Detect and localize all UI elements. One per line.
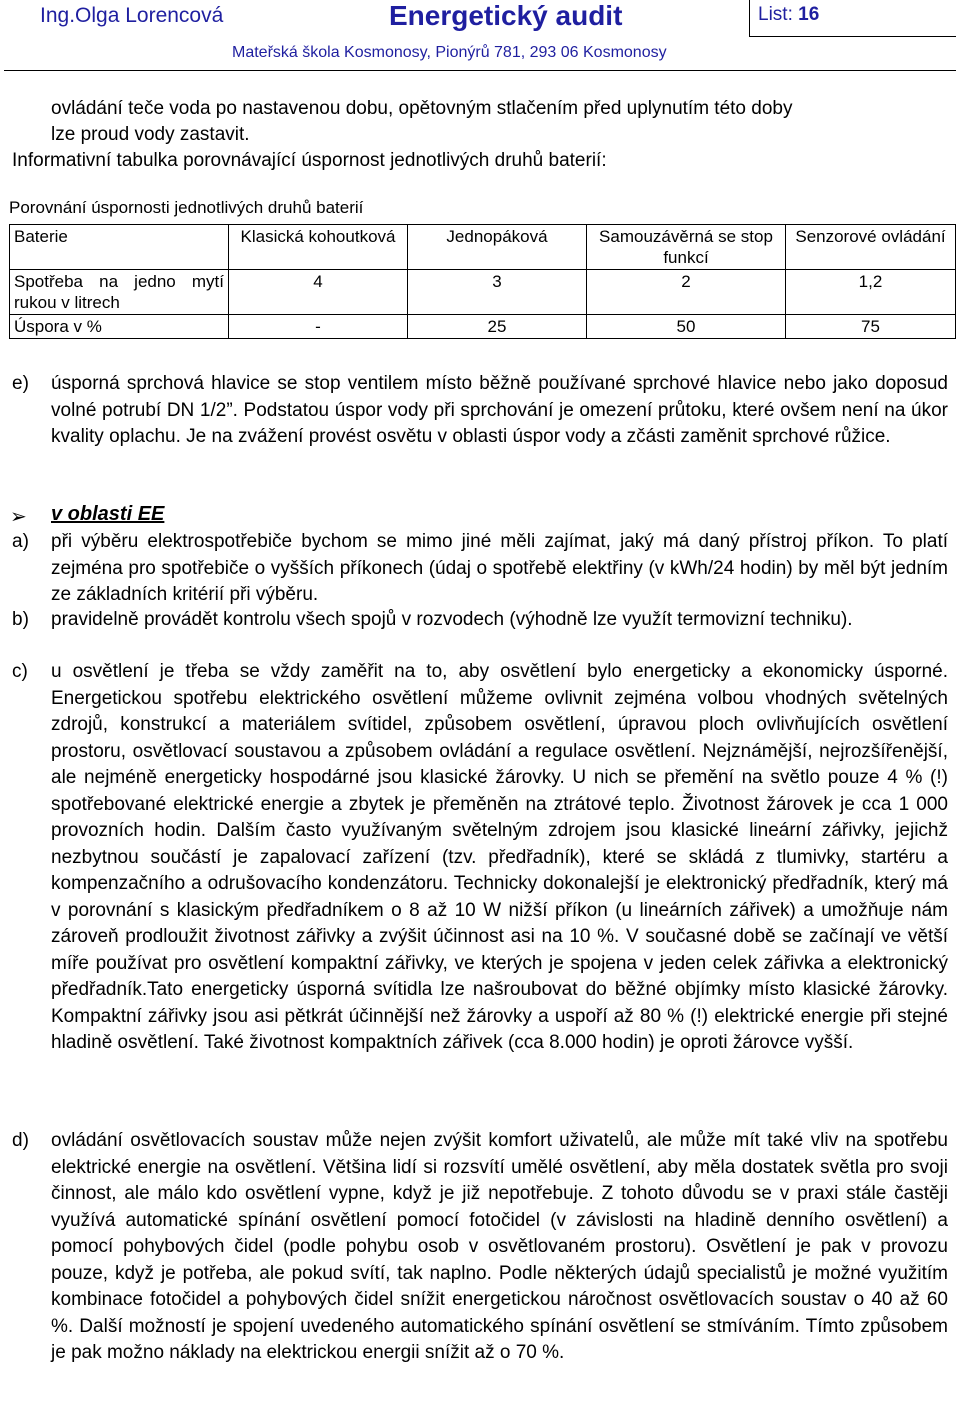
table-cell: 75 xyxy=(786,315,956,339)
page-number: 16 xyxy=(798,4,820,25)
table-cell: 1,2 xyxy=(786,270,956,315)
table-header-row xyxy=(10,225,956,270)
item-a-text: při výběru elektrospotřebiče bychom se mimo jiné měli zajímat, jaký má daný přístroj příkon. To platí zejména pro spotřebiče o vyšších příkonech (údaj o spotřebě elektřiny (v kWh/24 hodin) by měl být jedním ze základních kritérií při výběru. xyxy=(51,531,948,605)
table-cell: 2 xyxy=(587,270,786,315)
table-cell: Úspora v % xyxy=(10,315,229,339)
item-e-text: úsporná sprchová hlavice se stop ventilem místo běžně používané sprchové hlavice nebo jako doposud volné potrubí DN 1/2”. Podstatou úspor vody při sprchování je omezení průtoku, které ovšem není na úkor kvality oplachu. Je na zvážení provést osvětu v oblasti úspor vody a zčásti zaměnit sprchové růžice. xyxy=(51,373,948,447)
item-c-text: u osvětlení je třeba se vždy zaměřit na to, aby osvětlení bylo energeticky a ekonomicky úsporné. Energetickou spotřebu elektrického osvětlení můžeme ovlivnit zejména volbou vhodných světelných zdrojů, konstrukcí a materiálem svítidel, způsobem osvětlení, úpravou ploch ovlivňujících osvětlení prostoru, osvětlovací soustavou a způsobem ovládání a regulace osvětlení. Nejznámější, nejrozšířenější, ale nejméně energeticky hospodárné jsou klasické žárovky. U nich se přemění na světlo pouze 4 % (!) spotřebované elektrické energie a zbytek je přeměněn na ztrátové teplo. Životnost žárovek je cca 1 000 provozních hodin. Dalším často využívaným světelným zdrojem jsou klasické lineární zářivky, jejichž nezbytnou součástí je zapalovací zařízení (tzv. předřadník), které se skládá z tlumivky, startéru a kompenzačního a odrušovacího kondenzátoru. Technicky dokonalejší je elektronický předřadník, který má v porovnání s klasickým předřadníkem o 8 až 10 W nižší příkon (u lineárních zářivek) a umožňuje nám zároveň prodloužit životnost zářivky a zvýšit účinnost asi na 10 %. V současné době se začínají ve větší míře používat pro osvětlení kompaktní zářivky, ve kterých je spojena v jeden celek zářivka a elektronický předřadník.Tato energeticky úsporná svítidla lze našroubovat do běžné objímky místo klasické žárovky. Kompaktní zářivky jsou asi pětkrát účinnější než žárovky a uspoří až 80 % (!) elektrické energie při stejné hladině osvětlení. Také životnost kompaktních zářivek (cca 8.000 hodin) je oproti žárovce vyšší. xyxy=(51,661,948,1053)
table-cell: 50 xyxy=(587,315,786,339)
table-cell: Spotřeba na jedno mytí rukou v litrech xyxy=(10,270,229,315)
table-cell: - xyxy=(229,315,408,339)
table-header-cell: Senzorové ovládání xyxy=(786,225,956,270)
page-label: List: xyxy=(758,4,793,25)
intro-line-2: lze proud vody zastavit. xyxy=(51,124,250,145)
table-cell: 3 xyxy=(408,270,587,315)
table-cell: 25 xyxy=(408,315,587,339)
header-author: Ing.Olga Lorencová xyxy=(40,4,224,27)
intro-line-1: ovládání teče voda po nastavenou dobu, opětovným stlačením před uplynutím této doby xyxy=(51,98,793,119)
table-header-cell: Jednopáková xyxy=(408,225,587,270)
battery-comparison-table xyxy=(9,224,956,339)
item-d-label: d) xyxy=(12,1130,29,1151)
item-b-label: b) xyxy=(12,609,29,630)
intro-line-3: Informativní tabulka porovnávající úspornost jednotlivých druhů baterií: xyxy=(12,150,607,171)
header-title: Energetický audit xyxy=(389,0,623,31)
item-b-text: pravidelně provádět kontrolu všech spojů v rozvodech (výhodně lze využít termovizní techniku). xyxy=(51,609,853,630)
header-page-indicator xyxy=(758,4,819,26)
header-page-box xyxy=(749,0,956,37)
arrow-bullet-icon: ➢ xyxy=(10,506,27,528)
section-heading: v oblasti EE xyxy=(51,503,165,525)
item-c-label: c) xyxy=(12,661,28,682)
item-e-label: e) xyxy=(12,373,29,394)
table-caption: Porovnání úspornosti jednotlivých druhů baterií xyxy=(9,198,364,217)
header-subtitle: Mateřská škola Kosmonosy, Pionýrů 781, 293 06 Kosmonosy xyxy=(232,44,667,61)
table-row xyxy=(10,315,956,339)
table-cell: 4 xyxy=(229,270,408,315)
table-header-cell: Baterie xyxy=(10,225,229,270)
table-row xyxy=(10,270,956,315)
item-a-label: a) xyxy=(12,531,29,552)
table-header-cell: Samouzávěrná se stop funkcí xyxy=(587,225,786,270)
item-d-text: ovládání osvětlovacích soustav může nejen zvýšit komfort uživatelů, ale může mít také vliv na spotřebu elektrické energie na osvětlení. Většina lidí si rozsvítí umělé osvětlení, aby měla dostatek světla pro svoji činnost, ale málo kdo osvětlení vypne, když je již nepotřebuje. Z tohoto důvodu se v praxi stále častěji využívá automatické spínání osvětlení pomocí fotočidel (v závislosti na hladině denního osvětlení) a pomocí pohybových čidel (podle pohybu osob v osvětlovaném prostoru). Osvětlení je pak v provozu pouze, když je potřeba, ale pokud svítí, tak naplno. Podle některých údajů specialistů je možné využitím kombinace fotočidel a pohybových čidel snížit energetickou náročnost osvětlovacích soustav o 40 až 60 %. Další možností je spojení uvedeného automatického spínání osvětlení se stmíváním. Tímto způsobem je pak možno náklady na elektrickou energii snížit až o 70 %. xyxy=(51,1130,948,1363)
table-header-cell: Klasická kohoutková xyxy=(229,225,408,270)
page-header xyxy=(4,0,956,71)
